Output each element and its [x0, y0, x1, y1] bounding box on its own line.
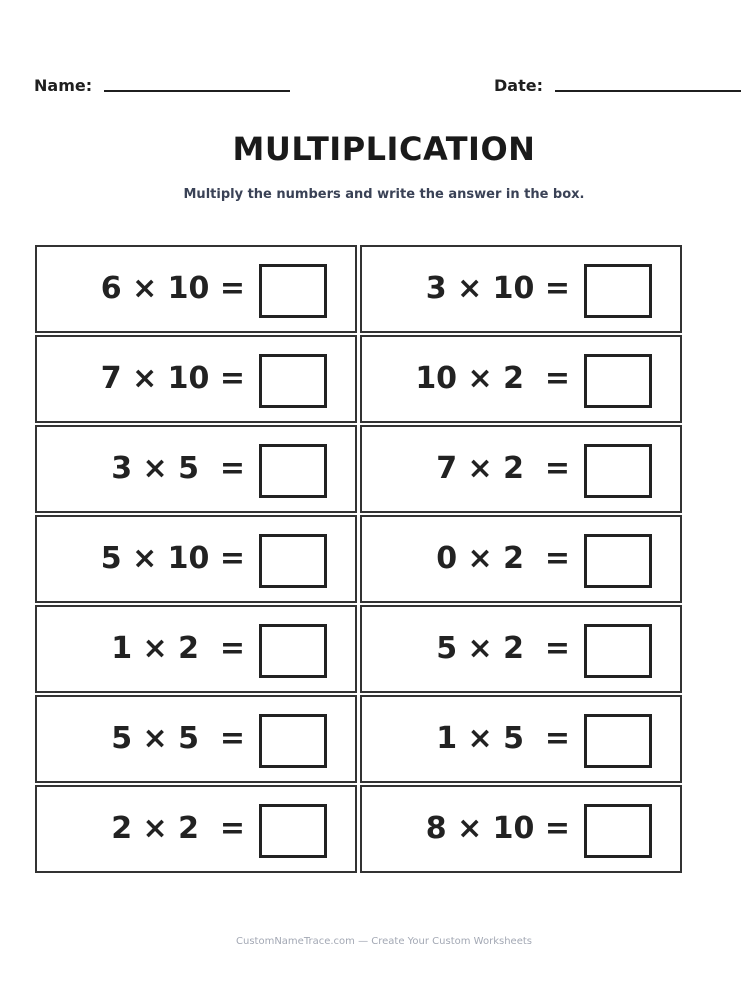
answer-box [259, 714, 327, 768]
problem-cell [35, 785, 357, 873]
problem-row [35, 605, 682, 693]
problem-cell [360, 695, 682, 783]
problem-row [35, 695, 682, 783]
problem-cell [35, 695, 357, 783]
footer-credit: CustomNameTrace.com — Create Your Custom Worksheets [236, 936, 532, 947]
answer-box [584, 354, 652, 408]
problem-cell [35, 335, 357, 423]
worksheet-title: MULTIPLICATION [232, 130, 536, 168]
problem-cell [360, 425, 682, 513]
header-row [34, 76, 736, 100]
problem-cell [360, 515, 682, 603]
name-field [34, 76, 290, 96]
answer-box [259, 264, 327, 318]
problem-text: 2 × 2 = [111, 811, 245, 846]
problem-text: 7 × 2 = [436, 451, 570, 486]
answer-box [584, 804, 652, 858]
problem-cell [35, 605, 357, 693]
problem-row [35, 335, 682, 423]
date-label: Date: [494, 76, 543, 95]
problem-text: 8 × 10 = [425, 811, 570, 846]
problem-text: 7 × 10 = [100, 361, 245, 396]
problem-text: 1 × 2 = [111, 631, 245, 666]
problem-cell [35, 245, 357, 333]
instructions: Multiply the numbers and write the answer in the box. [183, 187, 585, 202]
problem-text: 0 × 2 = [436, 541, 570, 576]
problem-cell [360, 605, 682, 693]
problem-cell [360, 335, 682, 423]
problem-row [35, 785, 682, 873]
answer-box [259, 624, 327, 678]
date-field [494, 76, 741, 96]
name-label: Name: [34, 76, 93, 95]
answer-box [584, 624, 652, 678]
problem-row [35, 425, 682, 513]
problem-text: 5 × 10 = [100, 541, 245, 576]
problem-text: 3 × 10 = [425, 271, 570, 306]
problem-text: 5 × 2 = [436, 631, 570, 666]
answer-box [584, 534, 652, 588]
problem-row [35, 515, 682, 603]
date-write-line [555, 90, 741, 92]
problem-cell [360, 785, 682, 873]
answer-box [259, 444, 327, 498]
problem-text: 5 × 5 = [111, 721, 245, 756]
problem-cell [360, 245, 682, 333]
problem-row [35, 245, 682, 333]
problem-cell [35, 425, 357, 513]
answer-box [259, 534, 327, 588]
answer-box [584, 264, 652, 318]
answer-box [584, 714, 652, 768]
problem-grid [35, 245, 682, 875]
name-write-line [104, 90, 290, 92]
problem-text: 3 × 5 = [111, 451, 245, 486]
answer-box [584, 444, 652, 498]
answer-box [259, 804, 327, 858]
problem-text: 10 × 2 = [415, 361, 570, 396]
answer-box [259, 354, 327, 408]
problem-text: 6 × 10 = [100, 271, 245, 306]
problem-text: 1 × 5 = [436, 721, 570, 756]
problem-cell [35, 515, 357, 603]
